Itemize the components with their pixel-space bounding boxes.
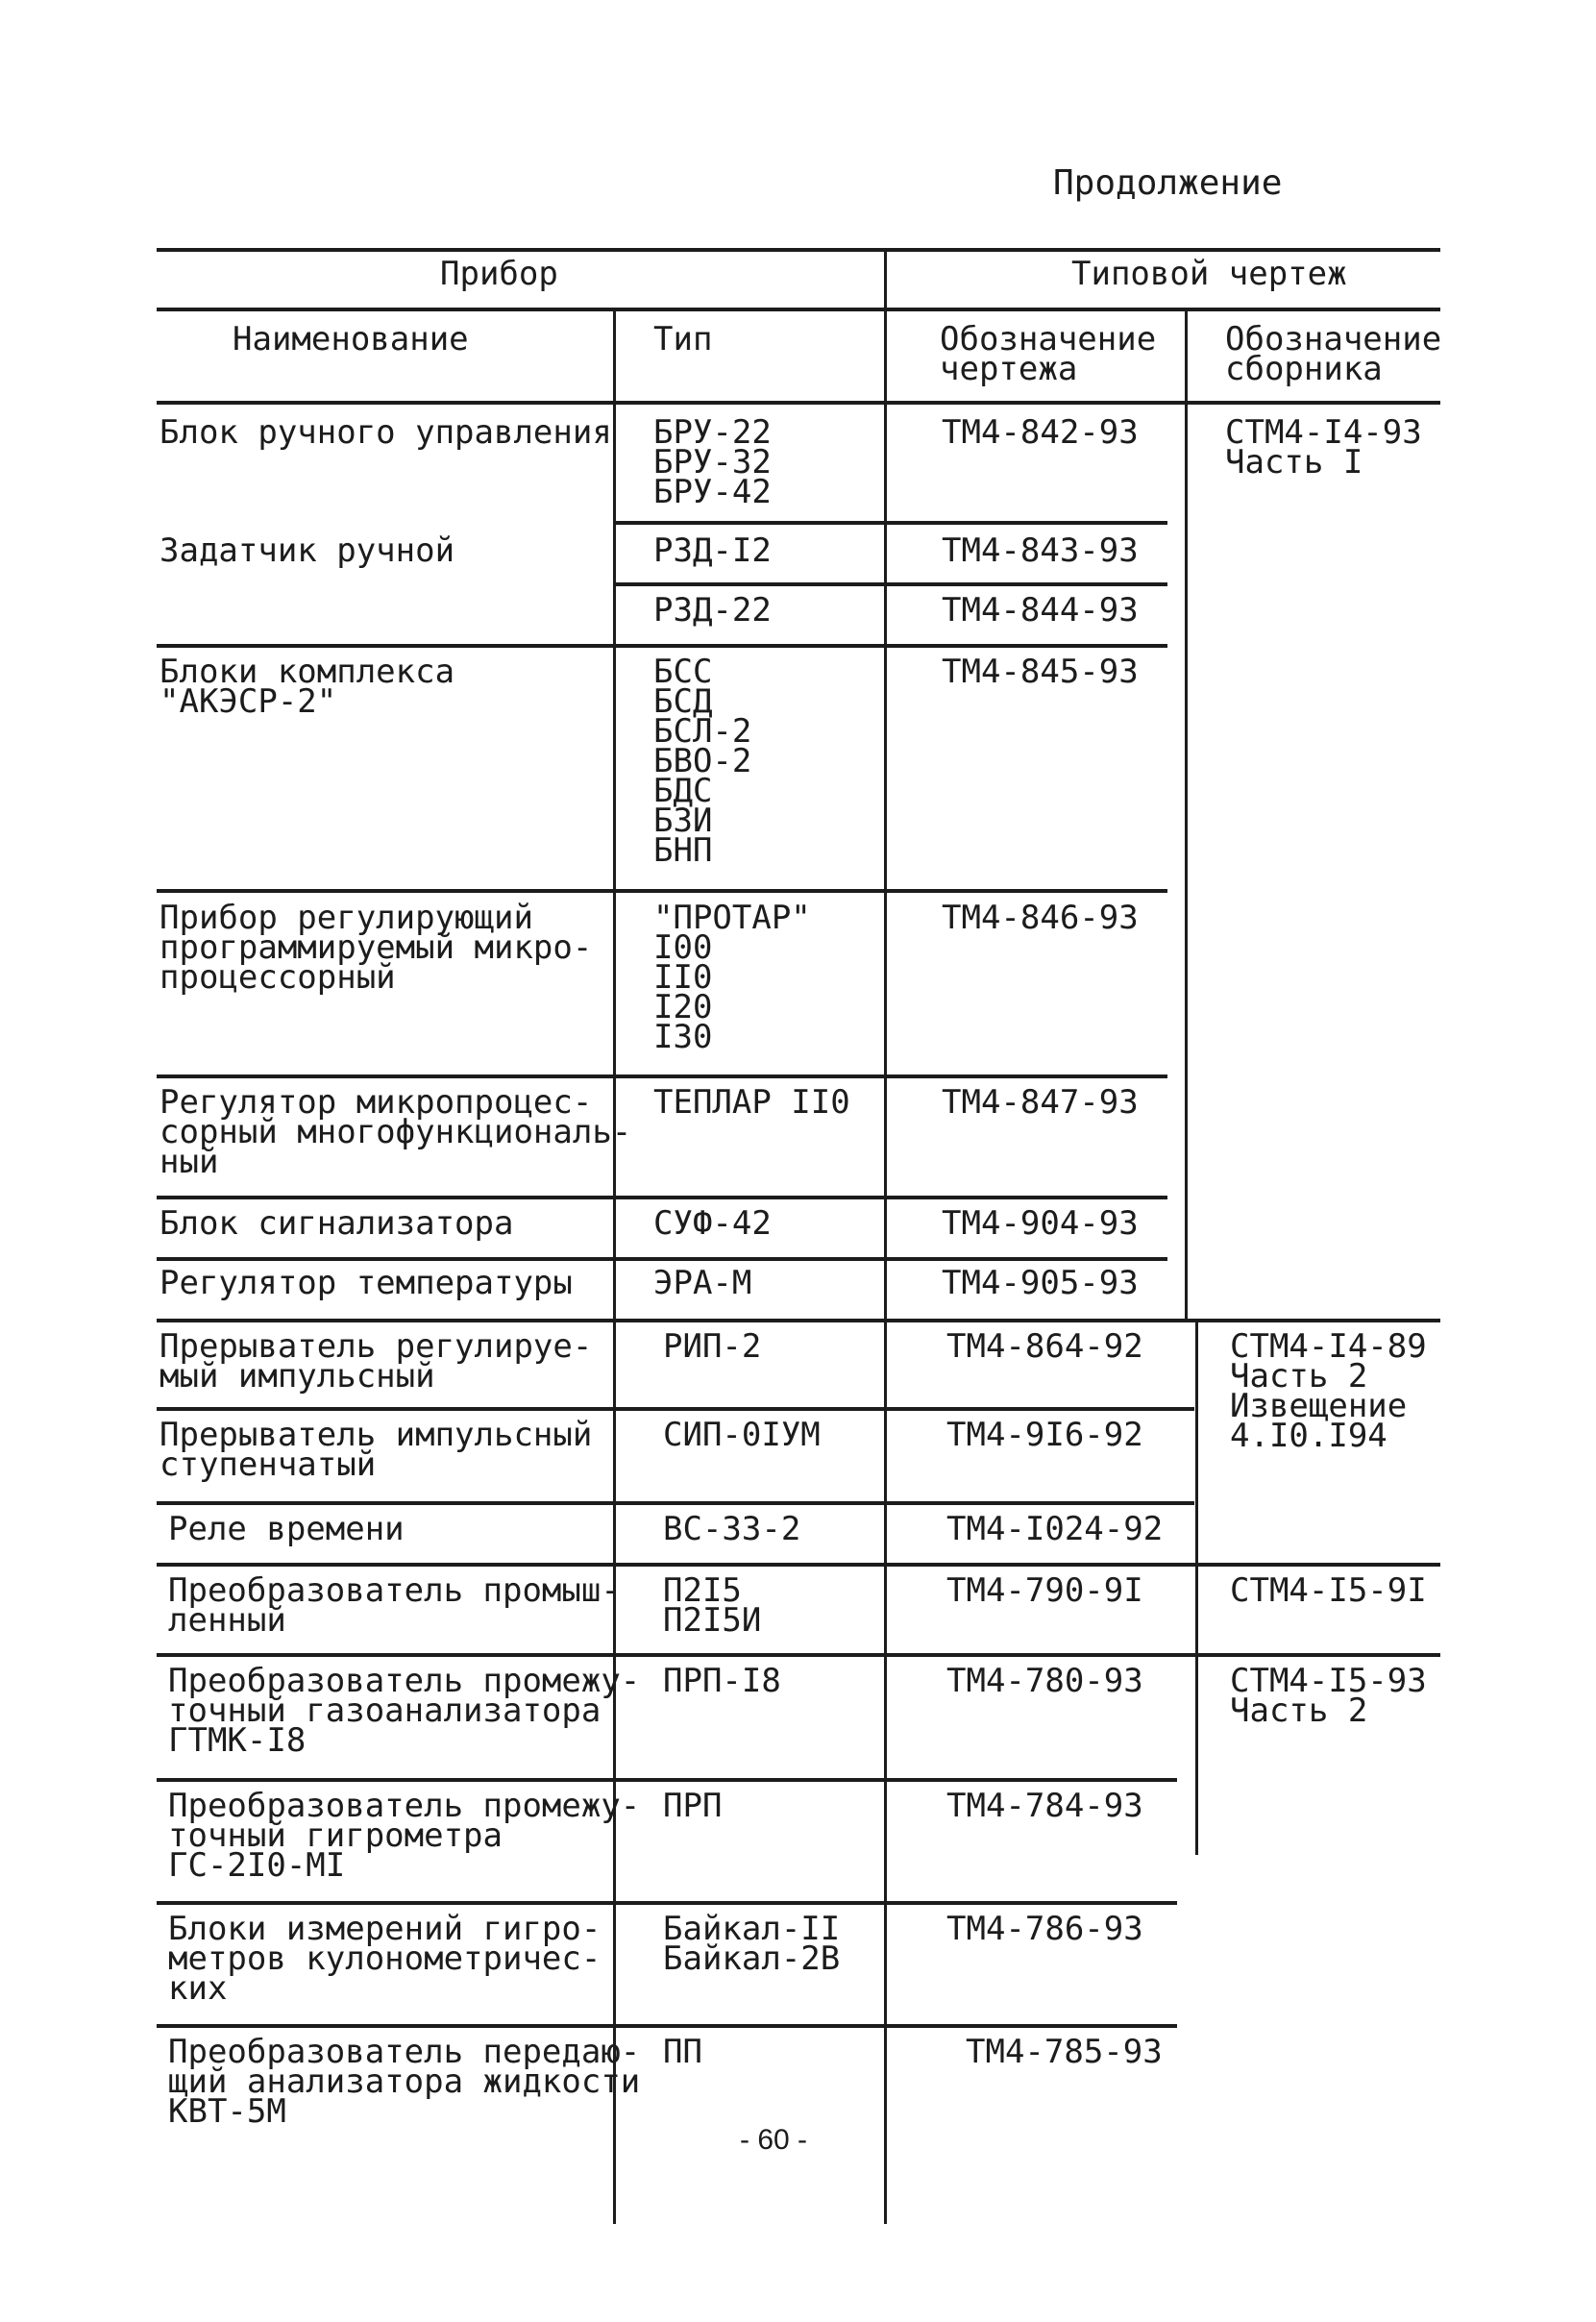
row-name: Прерыватель импульсный ступенчатый (160, 1416, 593, 1484)
row-separator (157, 1075, 1167, 1078)
header-name: Наименование (233, 320, 469, 358)
row-name: Блок ручного управления (160, 413, 612, 452)
row-name: Блоки комплекса "АКЭСР-2" (160, 653, 455, 721)
row-name: Блоки измерений гигро- метров кулонометричес- ких (168, 1910, 602, 2008)
header-rule-1 (157, 308, 1440, 311)
row-drawing: ТМ4-844-93 (942, 591, 1139, 630)
row-name: Преобразователь промыш- ленный (168, 1571, 621, 1640)
row-type: ЭРА-М (653, 1264, 752, 1302)
row-type: Байкал-II Байкал-2В (663, 1910, 841, 1978)
row-name: Преобразователь промежу- точный газоанализатора ГТМК-I8 (168, 1662, 641, 1760)
header-device: Прибор (440, 255, 558, 293)
row-separator (157, 1901, 1177, 1905)
row-name: Блок сигнализатора (160, 1204, 514, 1243)
column-divider-device-drawing (884, 248, 887, 2224)
collection-code: СТМ4-I5-93 Часть 2 (1230, 1662, 1427, 1730)
header-type: Тип (653, 320, 713, 358)
row-type: "ПРОТАР" I00 II0 I20 I30 (653, 899, 811, 1056)
row-type: СИП-0IУМ (663, 1416, 821, 1454)
header-rule-2 (157, 401, 1440, 405)
row-name: Прибор регулирующий программируемый микро- процессорный (160, 899, 593, 997)
collection-code: СТМ4-I4-93 Часть I (1225, 413, 1422, 482)
row-separator (157, 1563, 1440, 1567)
row-type: БРУ-22 БРУ-32 БРУ-42 (653, 413, 772, 511)
row-separator (157, 1319, 1440, 1322)
row-type: РИП-2 (663, 1327, 762, 1366)
header-typical-drawing: Типовой чертеж (1071, 255, 1347, 293)
row-separator (157, 1653, 1440, 1657)
row-separator (615, 582, 1167, 586)
row-drawing: ТМ4-842-93 (942, 413, 1139, 452)
row-type: П2I5 П2I5И (663, 1571, 762, 1640)
row-name: Регулятор температуры (160, 1264, 573, 1302)
row-drawing: ТМ4-846-93 (942, 899, 1139, 937)
row-drawing: ТМ4-904-93 (942, 1204, 1139, 1243)
table-top-rule (157, 248, 1440, 252)
column-divider-name-type (613, 308, 616, 2224)
row-drawing: ТМ4-9I6-92 (946, 1416, 1143, 1454)
row-name: Реле времени (168, 1510, 405, 1548)
row-separator (157, 1407, 1194, 1411)
collection-code: СТМ4-I4-89 Часть 2 Извещение 4.I0.I94 (1230, 1327, 1427, 1455)
row-separator (157, 2024, 1177, 2028)
row-separator (157, 1778, 1177, 1782)
row-separator (157, 1196, 1167, 1199)
row-separator (157, 1501, 1194, 1505)
row-drawing: ТМ4-843-93 (942, 531, 1139, 570)
row-drawing: ТМ4-905-93 (942, 1264, 1139, 1302)
row-type: СУФ-42 (653, 1204, 772, 1243)
page-number: - 60 - (740, 2124, 808, 2156)
row-drawing: ТМ4-864-92 (946, 1327, 1143, 1366)
row-type: РЗД-I2 (653, 531, 772, 570)
row-separator (157, 889, 1167, 893)
row-name: Регулятор микропроцес- сорный многофункциональ- ный (160, 1083, 632, 1181)
row-type: РЗД-22 (653, 591, 772, 630)
row-drawing: ТМ4-790-9I (946, 1571, 1143, 1610)
row-drawing: ТМ4-784-93 (946, 1787, 1143, 1825)
column-divider-drawing-collection (1185, 308, 1188, 1322)
row-drawing: ТМ4-847-93 (942, 1083, 1139, 1122)
column-divider-drawing-collection-lower (1195, 1322, 1198, 1855)
row-drawing: ТМ4-786-93 (946, 1910, 1143, 1948)
row-name: Задатчик ручной (160, 531, 455, 570)
row-name: Преобразователь промежу- точный гигрометра ГС-2I0-МI (168, 1787, 641, 1885)
row-drawing: ТМ4-845-93 (942, 653, 1139, 691)
collection-code: СТМ4-I5-9I (1230, 1571, 1427, 1610)
row-type: ТЕПЛАР II0 (653, 1083, 850, 1122)
row-type: ПРП-I8 (663, 1662, 781, 1700)
row-type: ВС-33-2 (663, 1510, 801, 1548)
row-separator (157, 644, 1167, 648)
row-name: Преобразователь передаю- щий анализатора жидкости КВТ-5М (168, 2033, 641, 2131)
row-drawing: ТМ4-780-93 (946, 1662, 1143, 1700)
row-separator (157, 1257, 1167, 1261)
row-type: ПП (663, 2033, 702, 2071)
row-type: ПРП (663, 1787, 723, 1825)
header-collection-code: Обозначение сборника (1225, 320, 1442, 388)
row-name: Прерыватель регулируе- мый импульсный (160, 1327, 593, 1396)
row-drawing: ТМ4-785-93 (966, 2033, 1163, 2071)
header-drawing-code: Обозначение чертежа (940, 320, 1157, 388)
row-separator (615, 521, 1167, 525)
row-drawing: ТМ4-I024-92 (946, 1510, 1164, 1548)
row-type: БСС БСД БСЛ-2 БВО-2 БДС БЗИ БНП (653, 653, 752, 870)
continuation-label: Продолжение (1053, 163, 1283, 203)
